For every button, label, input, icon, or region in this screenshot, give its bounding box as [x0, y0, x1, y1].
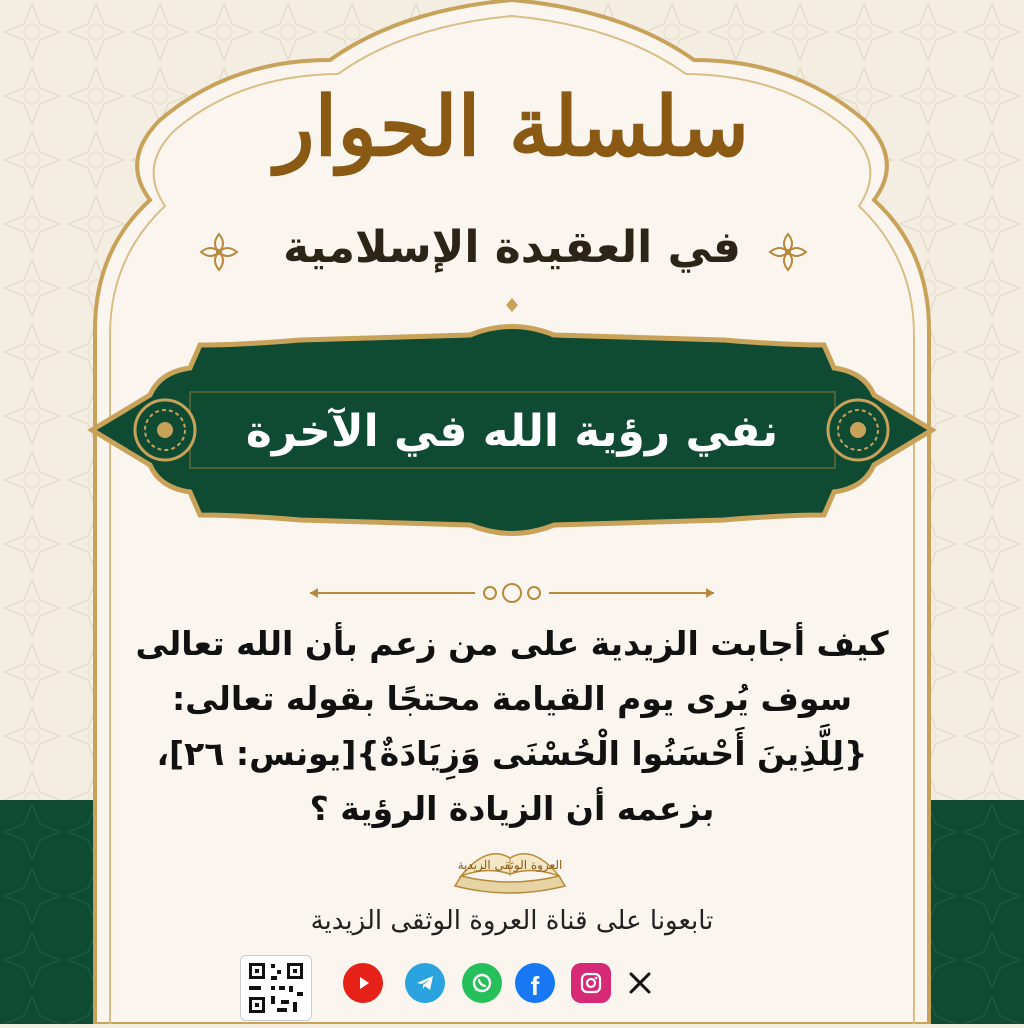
whatsapp-icon[interactable] [462, 963, 502, 1003]
telegram-icon[interactable] [405, 963, 445, 1003]
question-line: بزعمه أن الزيادة الرؤية ؟ [309, 789, 715, 828]
banner-title: نفي رؤية الله في الآخرة [245, 406, 779, 457]
follow-text: تابعونا على قناة العروة الوثقى الزيدية [310, 906, 714, 936]
question-line: {لِلَّذِينَ أَحْسَنُوا الْحُسْنَى وَزِيَادَةٌ}[يونس: ٢٦]، [156, 734, 868, 773]
logo-text: العروة الوثقى الزيدية [457, 858, 563, 872]
page-title: سلسلة الحوار [274, 79, 750, 175]
qr-code[interactable] [240, 955, 312, 1021]
question-line: كيف أجابت الزيدية على من زعم بأن الله تعالى [135, 624, 889, 663]
youtube-icon[interactable] [343, 963, 383, 1003]
question-text [0, 616, 1024, 836]
instagram-icon[interactable] [571, 963, 611, 1003]
facebook-icon[interactable]: f [515, 963, 555, 1003]
x-icon[interactable] [620, 963, 660, 1003]
question-line: سوف يُرى يوم القيامة محتجًا بقوله تعالى: [171, 679, 853, 718]
page-subtitle: في العقيدة الإسلامية [283, 222, 741, 273]
channel-logo [447, 836, 573, 900]
